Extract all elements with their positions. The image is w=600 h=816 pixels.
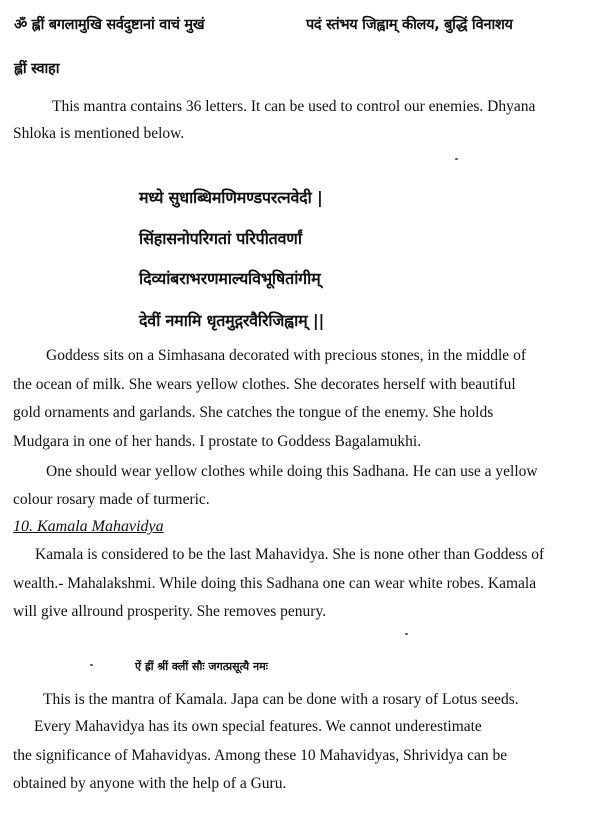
closing-line-3: the significance of Mahavidyas. Among these 10 Mahavidyas, Shrividya can be xyxy=(13,747,508,764)
kamala-line-3: will give allround prosperity. She removes penury. xyxy=(13,603,327,620)
closing-line-4: obtained by anyone with the help of a Guru. xyxy=(13,775,287,792)
kamala-mantra: ऐं ह्रीं श्रीं क्लीं सौः जगत्प्रसूत्यै नमः xyxy=(135,660,268,673)
shloka-line-1: मध्ये सुधाब्धिमणिमण्डपरत्नवेदी | xyxy=(139,188,323,207)
scan-speck xyxy=(90,664,93,666)
scan-speck xyxy=(405,633,408,635)
advice-line-1: One should wear yellow clothes while doing this Sadhana. He can use a yellow xyxy=(46,463,538,480)
closing-line-2: Every Mahavidya has its own special features. We cannot underestimate xyxy=(34,718,482,735)
shloka-line-2: सिंहासनोपरिगतां परिपीतवर्णां xyxy=(139,229,302,248)
shloka-line-3: दिव्यांबराभरणमाल्यविभूषितांगीम् xyxy=(139,269,321,288)
mantra-line-1-part-b: पदं स्तंभय जिह्वाम् कीलय, बुद्धिं विनाशय xyxy=(306,17,513,33)
scan-speck xyxy=(455,158,458,160)
intro-line-2: Shloka is mentioned below. xyxy=(13,125,185,142)
description-line-4: Mudgara in one of her hands. I prostate to Goddess Bagalamukhi. xyxy=(13,433,422,450)
kamala-line-1: Kamala is considered to be the last Mahavidya. She is none other than Goddess of xyxy=(35,546,545,563)
intro-line-1: This mantra contains 36 letters. It can be used to control our enemies. Dhyana xyxy=(52,98,536,115)
mantra-line-2: ह्लीं स्वाहा xyxy=(14,61,60,77)
section-heading-kamala: 10. Kamala Mahavidya xyxy=(13,518,164,535)
description-line-1: Goddess sits on a Simhasana decorated with precious stones, in the middle of xyxy=(46,347,526,364)
advice-line-2: colour rosary made of turmeric. xyxy=(13,491,210,508)
mantra-line-1-part-a: ॐ ह्लीं बगलामुखि सर्वदुष्टानां वाचं मुखं xyxy=(14,17,205,33)
description-line-2: the ocean of milk. She wears yellow clothes. She decorates herself with beautiful xyxy=(13,376,516,393)
closing-line-1: This is the mantra of Kamala. Japa can be done with a rosary of Lotus seeds. xyxy=(43,691,519,708)
description-line-3: gold ornaments and garlands. She catches the tongue of the enemy. She holds xyxy=(13,404,494,421)
kamala-line-2: wealth.- Mahalakshmi. While doing this Sadhana one can wear white robes. Kamala xyxy=(13,575,537,592)
shloka-line-4: देवीं नमामि धृतमुद्गरवैरिजिह्वाम् || xyxy=(139,311,325,330)
